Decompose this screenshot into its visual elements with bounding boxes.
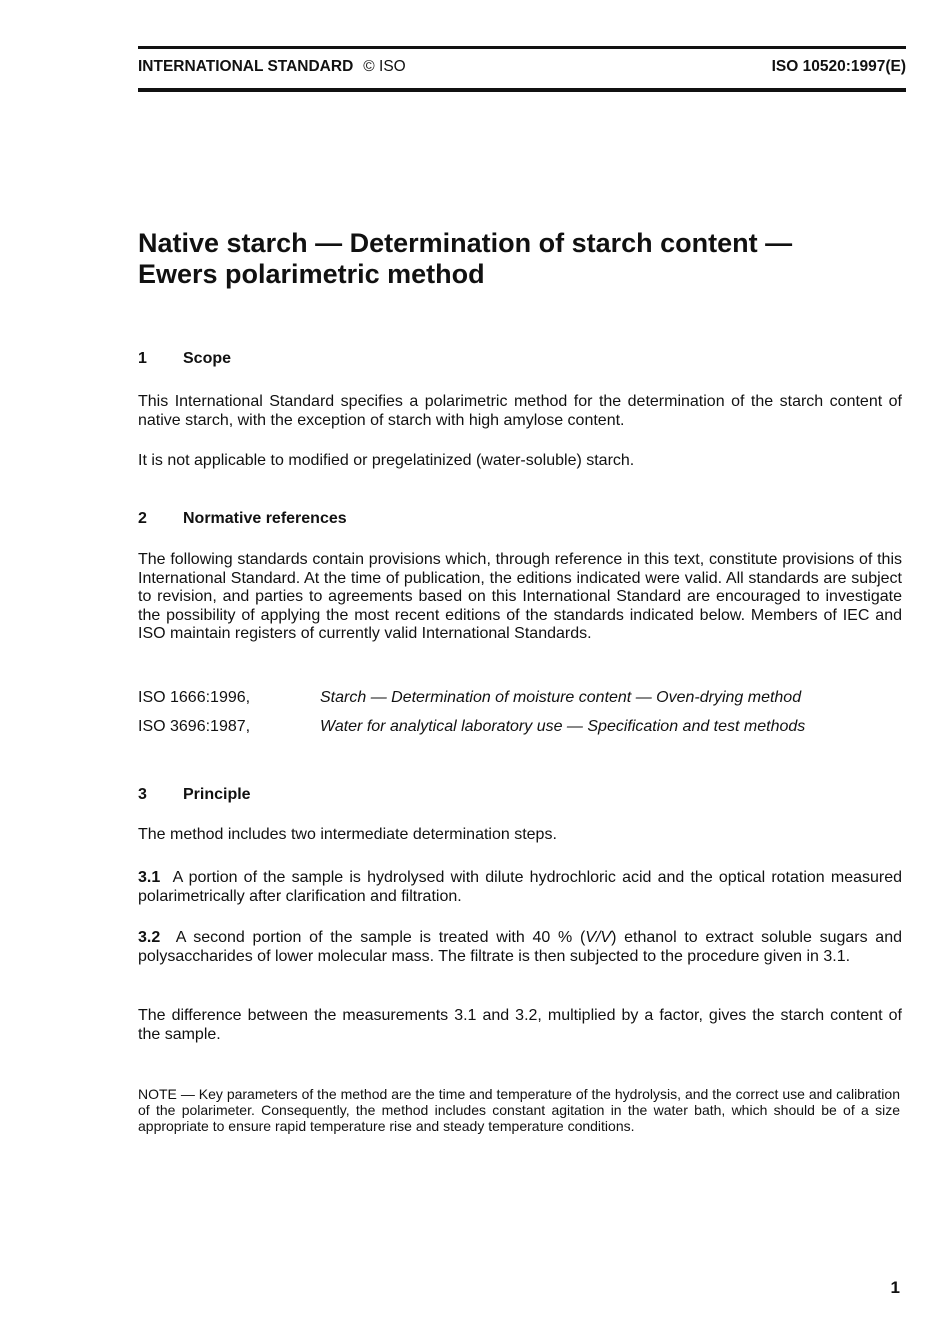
normative-references-paragraph: The following standards contain provisions which, through reference in this text, constitute provisions of this International Standard. At the time of publication, the editions indicated were valid. All standards are subject to revision, and parties to agreements based on this International Standard are encouraged to investigate the possibility of applying the most recent editions of the standards indicated below. Members of IEC and ISO maintain registers of currently valid International Standards. bbox=[138, 551, 902, 642]
reference-title: Water for analytical laboratory use — Specification and test methods bbox=[320, 718, 806, 735]
copyright-label: © ISO bbox=[363, 58, 406, 75]
reference-code: ISO 1666:1996, bbox=[138, 689, 251, 706]
section-number: 1 bbox=[138, 350, 147, 367]
header-top-rule bbox=[138, 46, 906, 49]
title-line-1: Native starch — Determination of starch content — bbox=[138, 228, 793, 258]
section-number: 2 bbox=[138, 510, 147, 527]
reference-code: ISO 3696:1987, bbox=[138, 718, 251, 735]
scope-paragraph-2: It is not applicable to modified or pregelatinized (water-soluble) starch. bbox=[138, 452, 635, 469]
page-number: 1 bbox=[890, 1278, 900, 1297]
subclause-number: 3.2 bbox=[138, 929, 161, 946]
document-title bbox=[138, 228, 898, 290]
principle-paragraph-difference: The difference between the measurements 3.1 and 3.2, multiplied by a factor, gives the starch content of the sample. bbox=[138, 1007, 902, 1043]
title-line-2: Ewers polarimetric method bbox=[138, 259, 485, 289]
vv-italic: V/V bbox=[585, 929, 612, 946]
subclause-text-a: A second portion of the sample is treated with 40 % ( bbox=[175, 929, 586, 946]
header-left bbox=[138, 58, 406, 76]
section-title: Scope bbox=[183, 350, 232, 367]
subclause-text: A portion of the sample is hydrolysed with dilute hydrochloric acid and the optical rotation measured polarimetrically after clarification and filtration. bbox=[138, 869, 903, 905]
subclause-text-b: ) ethanol to extract soluble sugars and polysaccharides of lower molecular mass. The filtrate is then subjected to the procedure given in 3.1. bbox=[138, 929, 903, 965]
reference-title: Starch — Determination of moisture content — Oven-drying method bbox=[320, 689, 802, 706]
section-3-heading bbox=[138, 786, 251, 804]
section-1-heading bbox=[138, 350, 231, 368]
principle-3-1 bbox=[138, 869, 902, 906]
document-number: ISO 10520:1997(E) bbox=[771, 58, 906, 75]
standard-label: INTERNATIONAL STANDARD bbox=[138, 58, 354, 75]
principle-3-2 bbox=[138, 929, 902, 966]
section-title: Normative references bbox=[183, 510, 347, 527]
principle-paragraph-1: The method includes two intermediate determination steps. bbox=[138, 826, 557, 843]
section-title: Principle bbox=[183, 786, 251, 803]
header-bottom-rule bbox=[138, 88, 906, 92]
section-2-heading bbox=[138, 510, 347, 528]
reference-entry bbox=[138, 689, 801, 707]
subclause-number: 3.1 bbox=[138, 869, 161, 886]
scope-paragraph-1: This International Standard specifies a polarimetric method for the determination of the starch content of native starch, with the exception of starch with high amylose content. bbox=[138, 393, 902, 429]
section-number: 3 bbox=[138, 786, 147, 803]
note: NOTE — Key parameters of the method are the time and temperature of the hydrolysis, and the correct use and calibration of the polarimeter. Consequently, the method includes constant agitation in the water bath, which should be of a size appropriate to ensure rapid temperature rise and steady temperature conditions. bbox=[138, 1086, 900, 1134]
reference-entry bbox=[138, 718, 805, 736]
